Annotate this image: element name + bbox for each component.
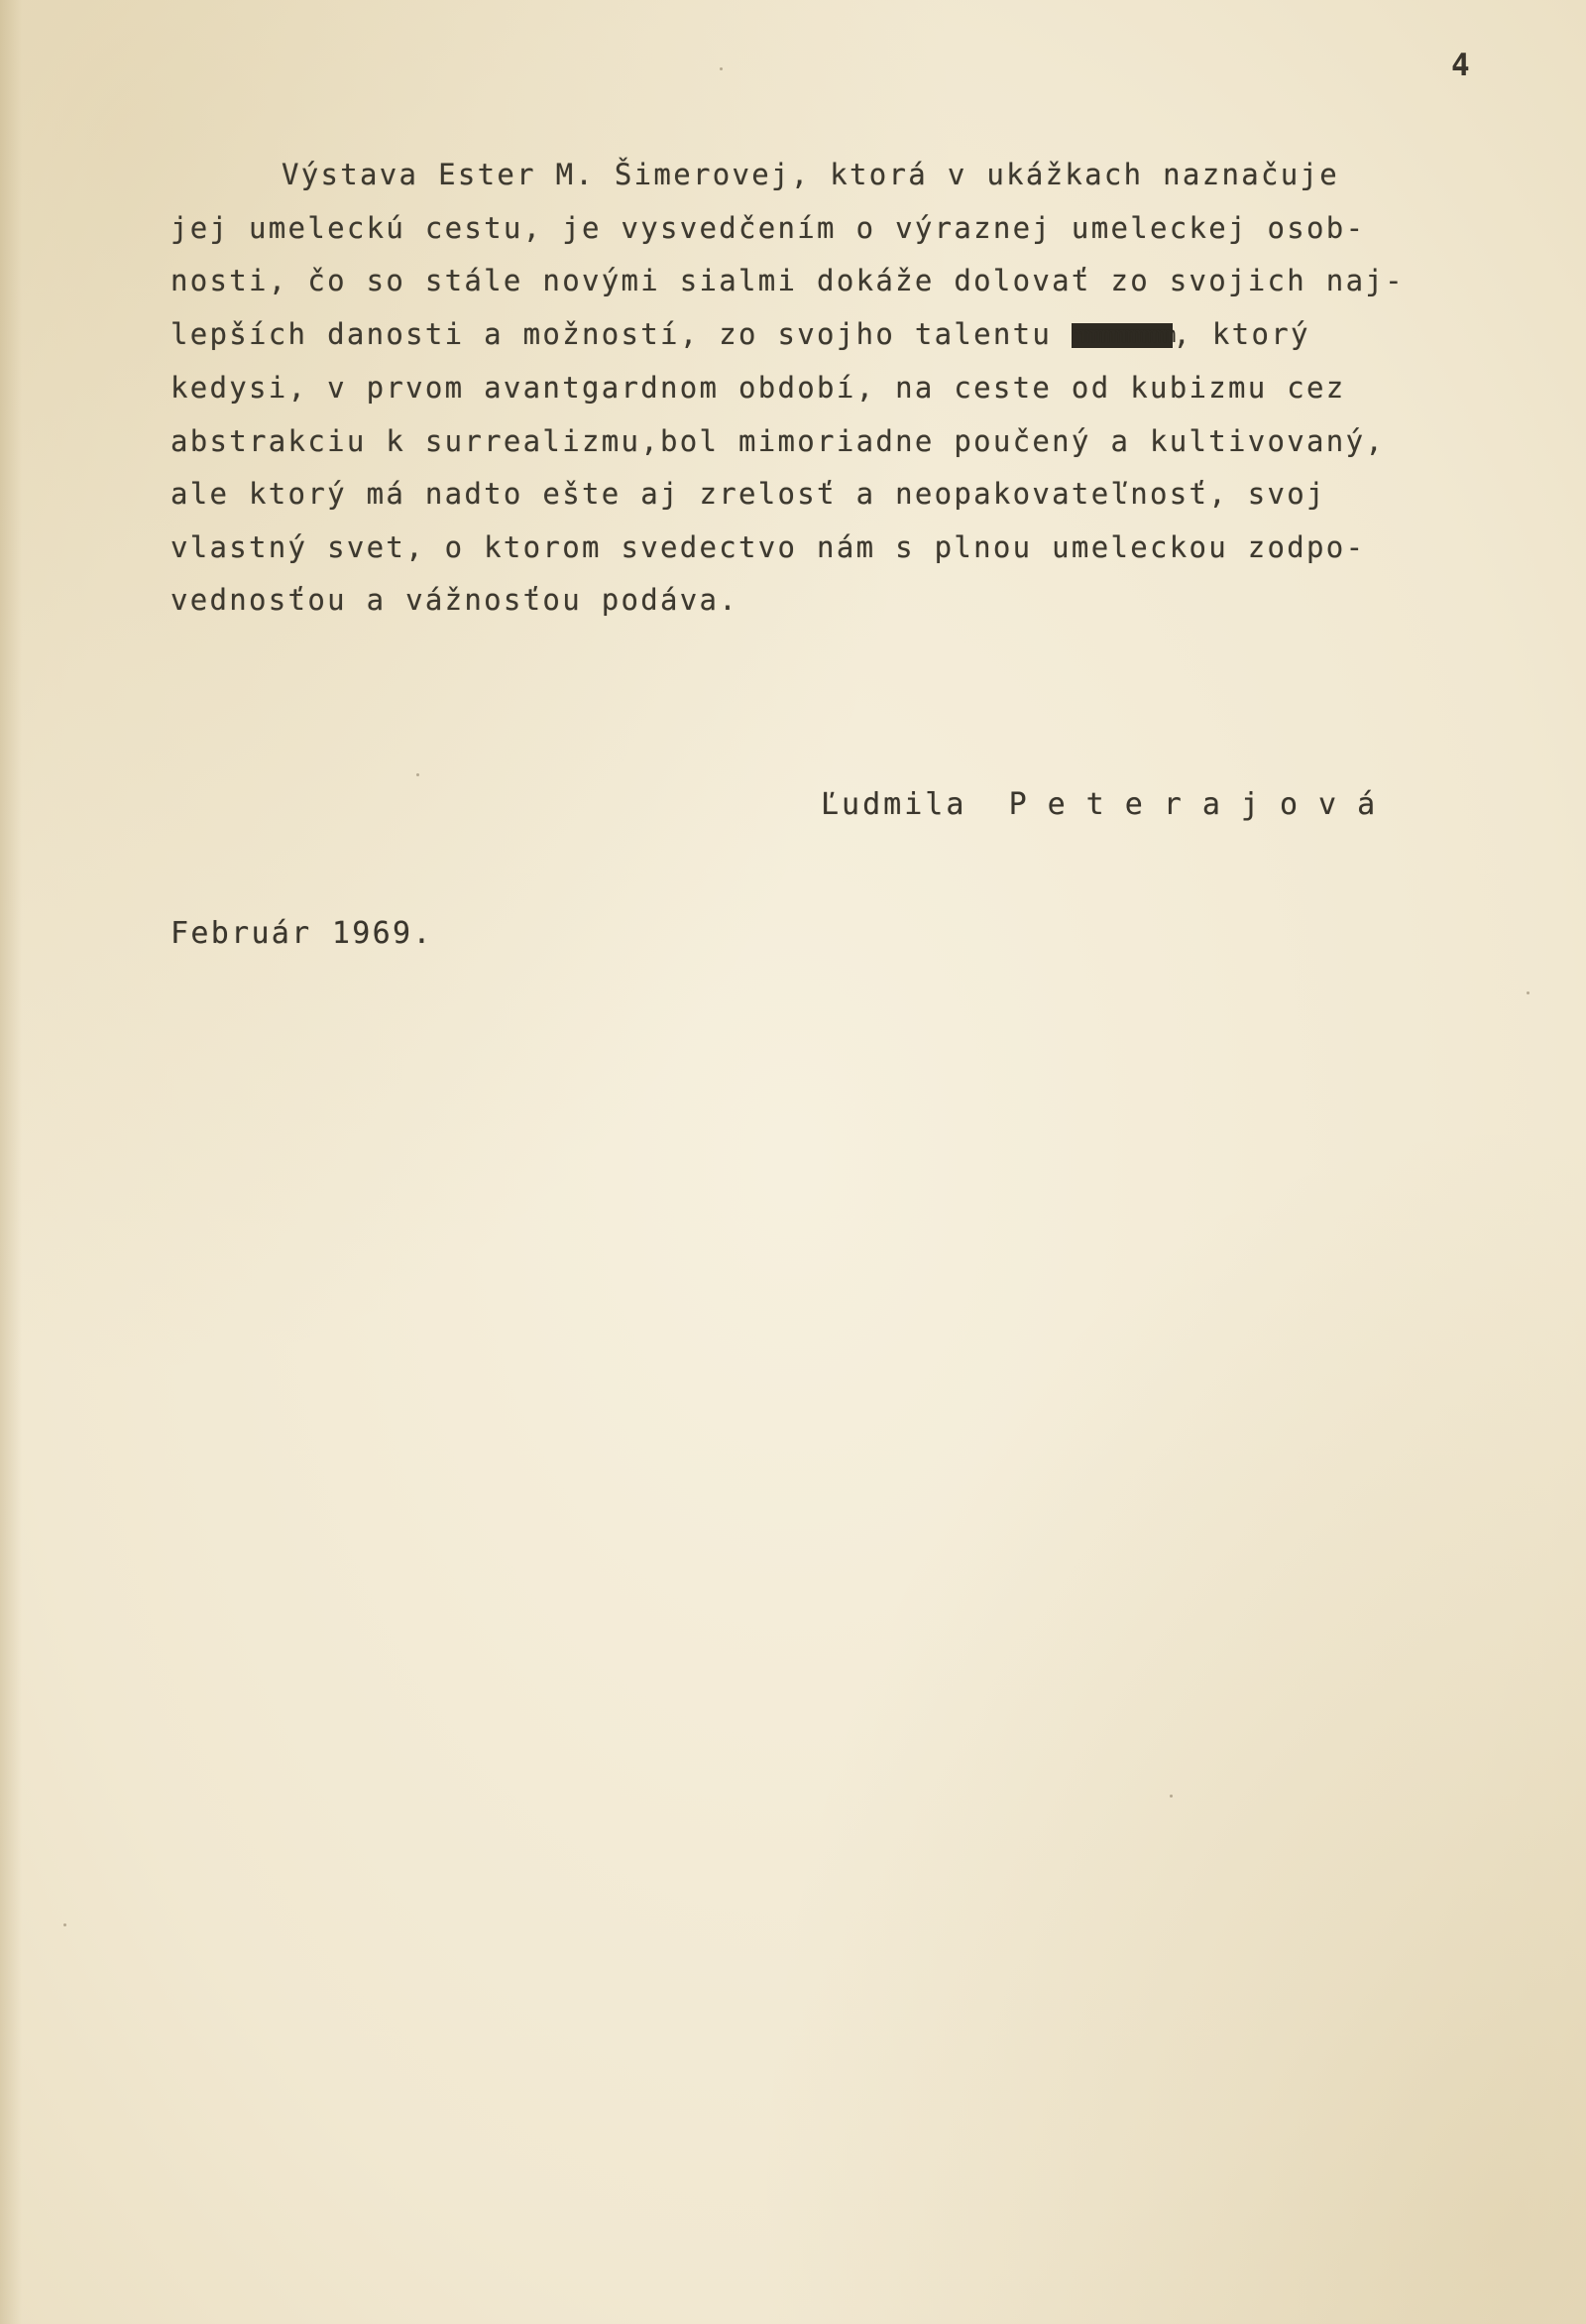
body-line: ale ktorý má nadto ešte aj zrelosť a neopakovateľnosť, svoj (170, 477, 1326, 511)
page-edge-shadow (0, 0, 22, 2324)
page-number: 4 (1451, 48, 1470, 83)
paper-speck (720, 67, 723, 70)
document-date: Február 1969. (170, 916, 433, 951)
body-line: vednosťou a vážnosťou podáva. (170, 583, 739, 617)
body-line: jej umeleckú cestu, je vysvedčením o výraznej umeleckej osob- (170, 210, 1366, 245)
body-paragraph (170, 149, 1578, 628)
author-signature (821, 787, 1396, 822)
paper-speck (1527, 991, 1529, 994)
body-line-segment: , ktorý (1173, 316, 1310, 351)
body-line: kedysi, v prvom avantgardnom období, na ceste od kubizmu cez (170, 371, 1346, 405)
body-line-segment: lepších danosti a možností, zo svojho talentu (170, 316, 1053, 351)
body-line: nosti, čo so stále novými sialmi dokáže dolovať zo svojich naj- (170, 264, 1405, 297)
author-first-name: Ľudmila (821, 787, 967, 822)
paper-speck (63, 1923, 66, 1926)
body-line: abstrakciu k surrealizmu,bol mimoriadne poučený a kultivovaný, (170, 423, 1386, 458)
paper-speck (416, 773, 419, 776)
author-surname: Peterajová (1008, 787, 1397, 822)
paper-speck (1170, 1795, 1173, 1798)
body-line: Výstava Ester M. Šimerovej, ktorá v ukážkach naznačuje (282, 158, 1340, 191)
body-line-with-strikeout (170, 308, 1578, 363)
struck-out-text: mmmmmmmmmm (1071, 322, 1174, 348)
body-line: vlastný svet, o ktorom svedectvo nám s plnou umeleckou zodpo- (170, 529, 1366, 564)
